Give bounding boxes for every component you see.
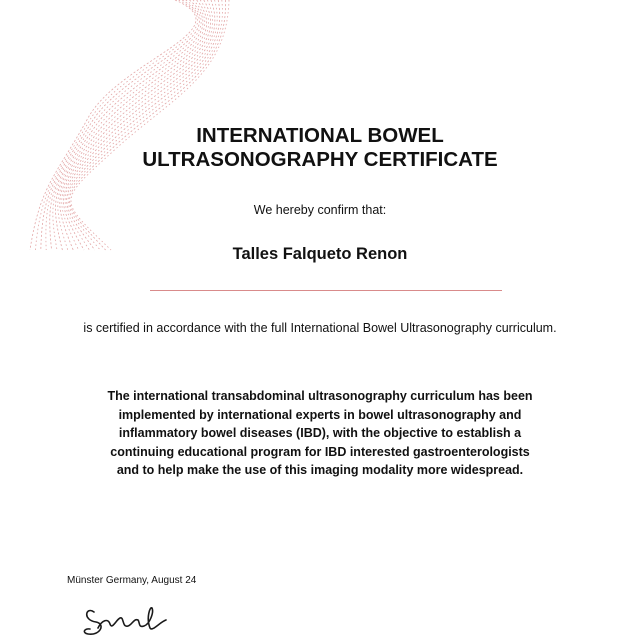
description-line: continuing educational program for IBD interested gastroenterologists <box>110 444 530 459</box>
place-and-date: Münster Germany, August 24 <box>67 575 197 586</box>
certificate-title-line-2: ULTRASONOGRAPHY CERTIFICATE <box>142 148 498 171</box>
description-line: The international transabdominal ultrasonography curriculum has been <box>107 389 533 403</box>
description-line: implemented by international experts in bowel ultrasonography and <box>118 407 522 422</box>
name-underline-divider <box>150 290 502 291</box>
signature-icon <box>80 598 180 640</box>
confirmation-text: We hereby confirm that: <box>253 203 387 217</box>
recipient-name: Talles Falqueto Renon <box>232 245 408 263</box>
description-line: inflammatory bowel diseases (IBD), with the objective to establish a <box>118 426 522 441</box>
description-line: and to help make the use of this imaging modality more widespread. <box>116 463 524 478</box>
certificate-title-line-1: INTERNATIONAL BOWEL <box>196 124 444 147</box>
certified-statement: is certified in accordance with the full International Bowel Ultrasonography curriculum. <box>83 321 557 335</box>
